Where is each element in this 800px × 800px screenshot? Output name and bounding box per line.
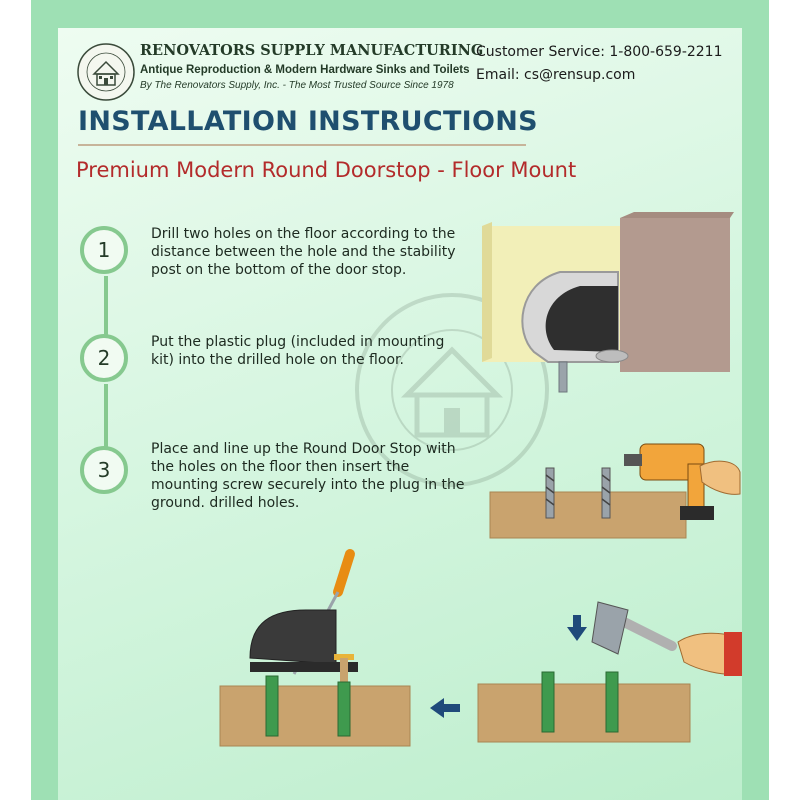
company-tagline: Antique Reproduction & Modern Hardware Sinks and Toilets	[140, 64, 470, 76]
step-3-number-badge: 3	[80, 446, 128, 494]
arrow-left-icon	[430, 698, 460, 718]
step-connector-2-3	[104, 384, 108, 450]
company-name: RENOVATORS SUPPLY MANUFACTURING	[140, 42, 484, 59]
arrow-down-icon	[567, 615, 587, 641]
customer-service-phone[interactable]: Customer Service: 1-800-659-2211	[476, 44, 723, 60]
door-and-doorstop-illustration	[482, 212, 742, 402]
company-since-line: By The Renovators Supply, Inc. - The Most Trusted Source Since 1978	[140, 80, 454, 91]
step-2-number-badge: 2	[80, 334, 128, 382]
title-divider	[78, 144, 526, 146]
customer-service-email[interactable]: Email: cs@rensup.com	[476, 67, 636, 83]
product-subtitle: Premium Modern Round Doorstop - Floor Mount	[76, 158, 577, 182]
step-3-text: Place and line up the Round Door Stop with the holes on the floor then insert the mounting screw securely into the plug in the ground. drilled holes.	[151, 441, 465, 511]
step-2-text: Put the plastic plug (included in mounting kit) into the drilled hole on the floor.	[151, 334, 445, 368]
step-1-text: Drill two holes on the floor according to the distance between the hole and the stability post on the bottom of the door stop.	[151, 226, 456, 278]
drilling-holes-illustration	[490, 420, 740, 540]
hammering-plugs-illustration	[472, 596, 742, 746]
company-logo-seal	[76, 42, 136, 102]
step-connector-1-2	[104, 276, 108, 338]
page-title: INSTALLATION INSTRUCTIONS	[78, 106, 538, 137]
mounting-screw-illustration	[220, 550, 430, 750]
step-1-number-badge: 1	[80, 226, 128, 274]
